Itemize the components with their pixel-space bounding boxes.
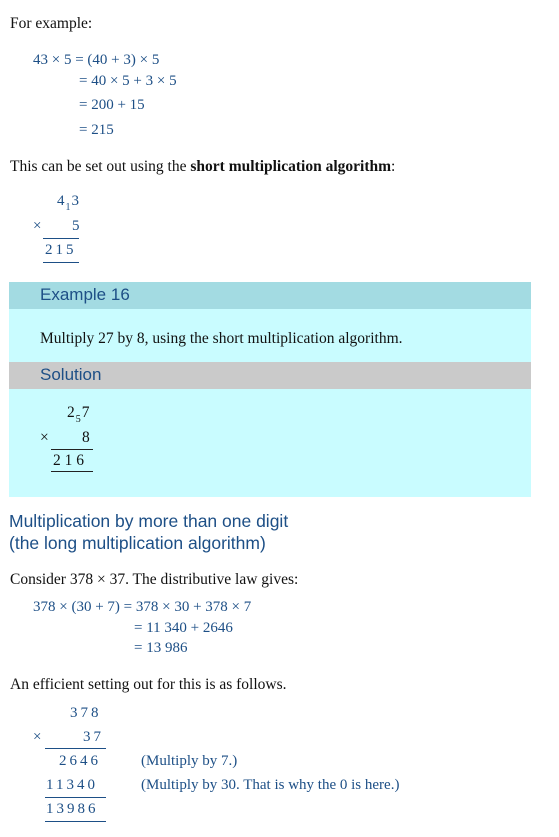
equation1-line2: = 40 × 5 + 3 × 5 xyxy=(79,73,177,89)
answer-rule xyxy=(43,238,79,239)
times-sign: × xyxy=(33,729,42,745)
times-sign: × xyxy=(40,429,49,446)
long-partial1: 2646 xyxy=(59,753,101,769)
solution-top-number xyxy=(67,404,90,425)
intro-text: For example: xyxy=(10,15,93,32)
solution-result: 2 1 6 xyxy=(53,452,84,469)
efficient-text: An efficient setting out for this is as follows. xyxy=(10,676,287,693)
answer-rule xyxy=(45,748,106,749)
short-algo-multiplier: 5 xyxy=(72,218,80,234)
equation1-line4: = 215 xyxy=(79,122,114,138)
short-algo-sentence xyxy=(10,158,395,176)
answer-underline xyxy=(51,471,93,472)
short-algo-text-after: : xyxy=(391,158,396,175)
carry-digit: 1 xyxy=(65,202,71,213)
long-multiplier: 37 xyxy=(83,729,104,745)
equation2-line1: 378 × (30 + 7) = 378 × 30 + 378 × 7 xyxy=(33,599,252,615)
solution-header: Solution xyxy=(40,365,102,384)
short-algo-result: 215 xyxy=(45,242,77,258)
section-title-line2: (the long multiplication algorithm) xyxy=(9,533,266,553)
times-sign: × xyxy=(33,218,42,234)
equation1-line3: = 200 + 15 xyxy=(79,97,145,113)
solution-content-band xyxy=(9,389,531,497)
equation2-line3: = 13 986 xyxy=(134,640,188,656)
answer-underline xyxy=(45,821,106,822)
top-digit: 3 xyxy=(71,193,79,209)
long-note2: (Multiply by 30. That is why the 0 is here.) xyxy=(141,777,400,793)
example16-header: Example 16 xyxy=(40,285,130,304)
short-algo-term: short multiplication algorithm xyxy=(190,158,392,175)
long-result: 13986 xyxy=(46,801,99,817)
example16-header-band xyxy=(9,282,531,309)
solution-multiplier: 8 xyxy=(82,429,90,446)
solution-header-band xyxy=(9,362,531,389)
equation2-line2: = 11 340 + 2646 xyxy=(134,620,233,636)
consider-text: Consider 378 × 37. The distributive law gives: xyxy=(10,571,299,588)
carry-digit: 5 xyxy=(75,414,81,425)
answer-underline xyxy=(43,262,79,263)
short-algo-top-number xyxy=(57,193,79,213)
equation1-line1: 43 × 5 = (40 + 3) × 5 xyxy=(33,52,160,68)
answer-rule xyxy=(45,797,106,798)
long-partial2: 11340 xyxy=(46,777,98,793)
top-digit: 4 xyxy=(57,193,65,209)
example16-question: Multiply 27 by 8, using the short multiplication algorithm. xyxy=(40,330,403,347)
section-title-line1: Multiplication by more than one digit xyxy=(9,511,289,531)
answer-rule xyxy=(51,449,93,450)
short-algo-text-before: This can be set out using the xyxy=(10,158,191,175)
long-top-number: 378 xyxy=(70,705,102,721)
top-digit: 2 xyxy=(67,404,75,421)
long-note1: (Multiply by 7.) xyxy=(141,753,238,769)
top-digit: 7 xyxy=(81,404,90,421)
example16-question-band xyxy=(9,309,531,362)
